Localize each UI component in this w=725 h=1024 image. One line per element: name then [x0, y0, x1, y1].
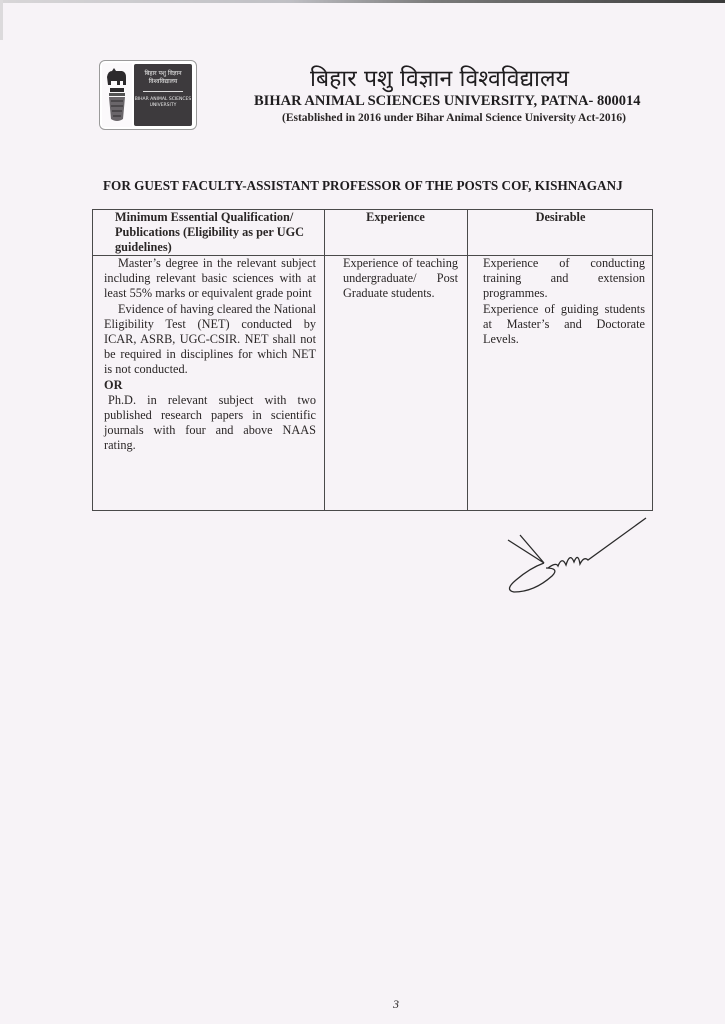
- university-establishment-note: (Established in 2016 under Bihar Animal Science University Act-2016): [282, 112, 626, 124]
- section-heading: FOR GUEST FACULTY-ASSISTANT PROFESSOR OF THE POSTS COF, KISHNAGANJ: [103, 178, 623, 193]
- qualification-table: [92, 209, 653, 511]
- qualification-or-separator: OR: [104, 377, 123, 392]
- scan-edge-top: [0, 0, 725, 3]
- university-emblem-icon: [102, 63, 132, 127]
- table-header-qualification: Minimum Essential Qualification/ Publications (Eligibility as per UGC guidelines): [115, 210, 305, 255]
- qualification-masters: Master’s degree in the relevant subject including relevant basic sciences with at least 55% marks or equivalent grade point: [104, 256, 316, 301]
- table-header-desirable: Desirable: [535, 210, 586, 224]
- table-cell-experience: [343, 256, 458, 302]
- desirable-training: Experience of conducting training and extension programmes.: [483, 256, 645, 301]
- logo-text-panel: [134, 64, 192, 126]
- qualification-net: Evidence of having cleared the National Eligibility Test (NET) conducted by ICAR, ASRB, UGC-CSIR. NET shall not be required in disciplines for which NET is not conducted.: [104, 301, 316, 377]
- handwritten-signature-icon: [500, 510, 650, 600]
- university-title-hindi: बिहार पशु विज्ञान विश्वविद्यालय: [310, 66, 569, 92]
- university-logo: [99, 60, 197, 130]
- desirable-guiding: Experience of guiding students at Master’s and Doctorate Levels.: [483, 301, 645, 347]
- logo-divider: [143, 91, 183, 92]
- page-number: 3: [393, 997, 399, 1011]
- logo-text-english: BIHAR ANIMAL SCIENCES UNIVERSITY: [134, 97, 192, 108]
- university-title-english: BIHAR ANIMAL SCIENCES UNIVERSITY, PATNA- 800014: [254, 93, 641, 109]
- table-header-experience: Experience: [366, 210, 425, 224]
- table-cell-desirable: [483, 256, 645, 347]
- logo-text-hindi: बिहार पशु विज्ञान विश्वविद्यालय: [144, 70, 182, 85]
- table-cell-qualification: [104, 256, 316, 454]
- scan-edge-left: [0, 0, 3, 40]
- experience-text: Experience of teaching undergraduate/ Post Graduate students.: [343, 256, 458, 301]
- qualification-phd: Ph.D. in relevant subject with two published research papers in scientific journals with four and above NAAS rating.: [104, 392, 316, 453]
